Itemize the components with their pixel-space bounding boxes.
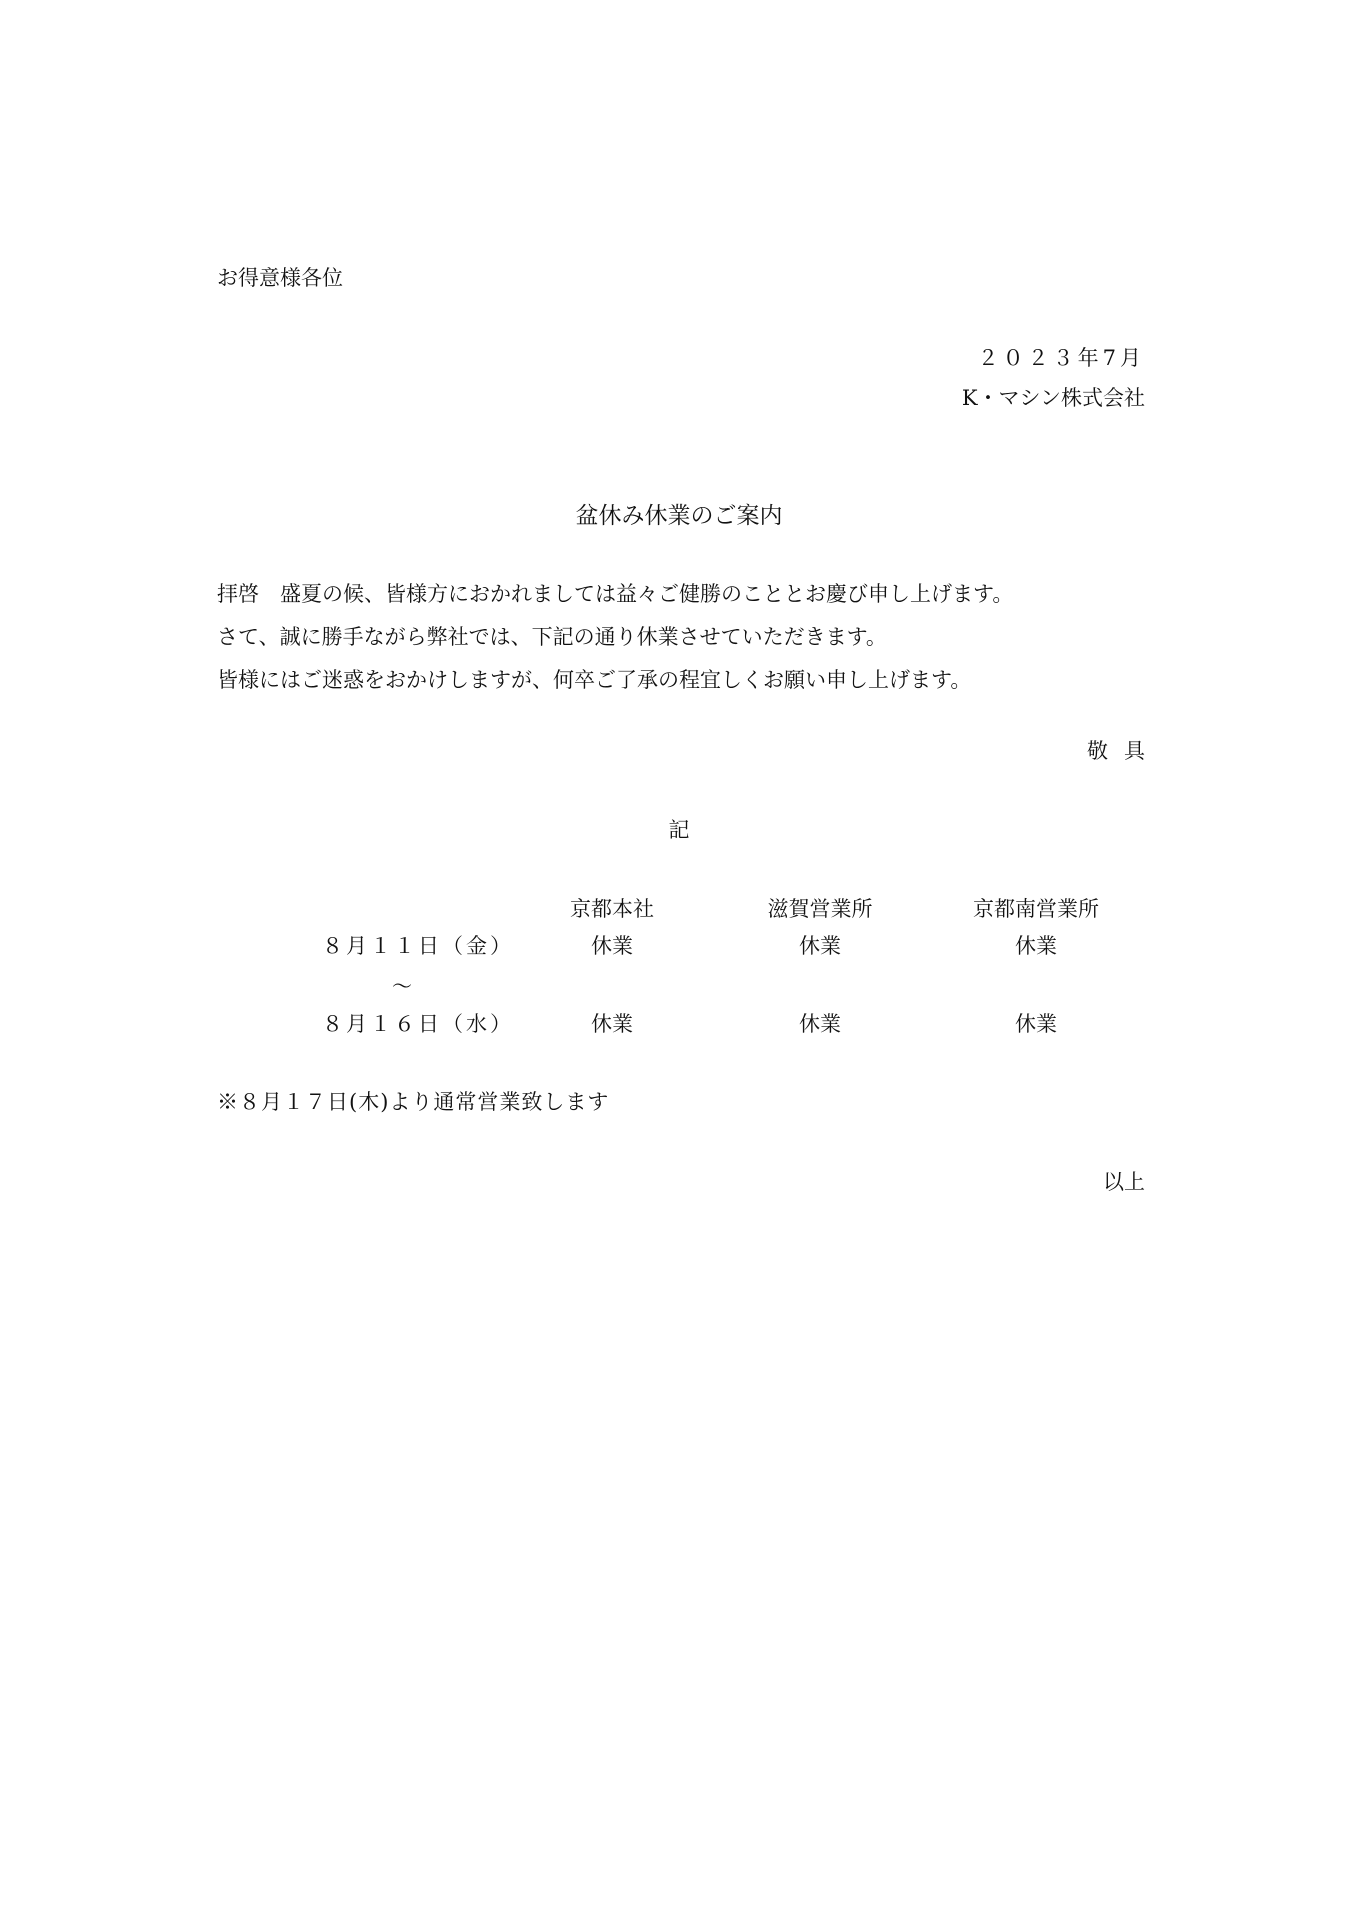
table-cell: 休業 [1015, 934, 1057, 958]
column-header-kyoto-south-office: 京都南営業所 [973, 897, 1099, 921]
table-cell: 休業 [591, 1012, 633, 1036]
column-header-shiga-office: 滋賀営業所 [767, 897, 873, 921]
ki-heading: 記 [668, 818, 690, 842]
table-cell: 休業 [799, 934, 841, 958]
body-line: 拝啓 盛夏の候、皆様方におかれましては益々ご健勝のこととお慶び申し上げます。 [217, 582, 1014, 606]
issue-date: ２０２３年7月 [977, 346, 1145, 370]
body-line: 皆様にはご迷惑をおかけしますが、何卒ご了承の程宜しくお願い申し上げます。 [217, 668, 972, 692]
date-range-tilde: ～ [392, 974, 412, 998]
document-title: 盆休み休業のご案内 [575, 503, 783, 529]
body-text [217, 584, 1013, 713]
closing-keigu: 敬具 [1087, 739, 1161, 763]
table-cell: 休業 [591, 934, 633, 958]
table-cell: 休業 [799, 1012, 841, 1036]
table-cell: 休業 [1015, 1012, 1057, 1036]
date-end: ８月１６日（水） [322, 1012, 514, 1036]
column-header-kyoto-hq: 京都本社 [570, 897, 654, 921]
date-start: ８月１１日（金） [322, 934, 514, 958]
sender-company: K・マシン株式会社 [961, 386, 1145, 410]
resume-note: ※８月１７日(木)より通常営業致します [217, 1090, 610, 1114]
closing-ijou: 以上 [1103, 1170, 1145, 1194]
body-line: さて、誠に勝手ながら弊社では、下記の通り休業させていただきます。 [217, 625, 887, 649]
recipient: お得意様各位 [217, 266, 343, 290]
